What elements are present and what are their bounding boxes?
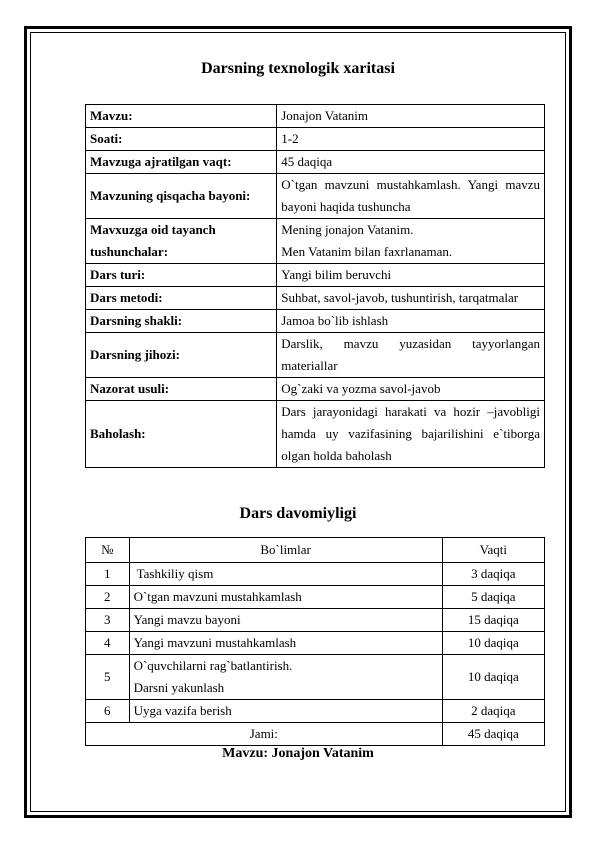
info-value xyxy=(277,151,545,174)
info-value xyxy=(277,264,545,287)
info-value xyxy=(277,401,545,468)
row-number: 1 xyxy=(86,563,130,586)
row-number: 2 xyxy=(86,586,130,609)
info-value-line: Jamoa bo`lib ishlash xyxy=(281,313,389,328)
row-section-line: Yangi mavzuni mustahkamlash xyxy=(133,635,297,650)
schedule-row xyxy=(86,563,545,586)
row-time: 10 daqiqa xyxy=(442,632,544,655)
info-value xyxy=(277,310,545,333)
row-section xyxy=(129,586,442,609)
info-value xyxy=(277,333,545,378)
info-value-line: Suhbat, savol-javob, tushuntirish, tarqatmalar xyxy=(281,290,519,305)
info-value-line: Men Vatanim bilan faxrlanaman. xyxy=(281,244,453,259)
row-section-line: Uyga vazifa berish xyxy=(133,703,232,718)
info-key: Mavzuning qisqacha bayoni: xyxy=(86,174,277,219)
schedule-row xyxy=(86,632,545,655)
schedule-table xyxy=(85,537,545,746)
row-number: 5 xyxy=(86,655,130,700)
info-row xyxy=(86,378,545,401)
info-value-line: Yangi bilim beruvchi xyxy=(281,267,392,282)
info-key: Mavzuga ajratilgan vaqt: xyxy=(86,151,277,174)
info-row xyxy=(86,219,545,264)
schedule-header-row xyxy=(86,538,545,563)
row-section-line: Darsni yakunlash xyxy=(133,680,225,695)
schedule-row xyxy=(86,700,545,723)
info-value xyxy=(277,287,545,310)
row-number: 6 xyxy=(86,700,130,723)
info-value xyxy=(277,219,545,264)
row-time: 3 daqiqa xyxy=(442,563,544,586)
row-section-line: O`quvchilarni rag`batlantirish. xyxy=(133,658,293,673)
info-key: Dars metodi: xyxy=(86,287,277,310)
info-row xyxy=(86,264,545,287)
info-row xyxy=(86,105,545,128)
total-value: 45 daqiqa xyxy=(442,723,544,746)
schedule-row xyxy=(86,609,545,632)
schedule-row xyxy=(86,586,545,609)
info-value-line: Darslik, mavzu yuzasidan tayyorlangan materiallar xyxy=(281,336,540,373)
info-value xyxy=(277,105,545,128)
row-time: 10 daqiqa xyxy=(442,655,544,700)
info-value-line: Dars jarayonidagi harakati va hozir –javobligi hamda uy vazifasining bajarilishini e`tiborga olgan holda baholash xyxy=(281,404,540,463)
info-key: Nazorat usuli: xyxy=(86,378,277,401)
header-num: № xyxy=(86,538,130,563)
row-time: 15 daqiqa xyxy=(442,609,544,632)
info-row xyxy=(86,151,545,174)
row-section xyxy=(129,609,442,632)
info-value xyxy=(277,174,545,219)
total-row xyxy=(86,723,545,746)
row-time: 2 daqiqa xyxy=(442,700,544,723)
info-value-line: Jonajon Vatanim xyxy=(281,108,369,123)
row-section-line: Tashkiliy qism xyxy=(133,566,214,581)
lesson-info-table xyxy=(85,104,545,468)
footer-topic: Mavzu: Jonajon Vatanim xyxy=(222,746,374,761)
info-row xyxy=(86,174,545,219)
info-key: Soati: xyxy=(86,128,277,151)
document-title: Darsning texnologik xaritasi xyxy=(201,60,395,77)
header-section: Bo`limlar xyxy=(129,538,442,563)
info-value-line: O`tgan mavzuni mustahkamlash. Yangi mavzu bayoni haqida tushuncha xyxy=(281,177,540,214)
row-number: 4 xyxy=(86,632,130,655)
row-section xyxy=(129,563,442,586)
info-row xyxy=(86,401,545,468)
row-section-line: Yangi mavzu bayoni xyxy=(133,612,241,627)
info-value-line: 1-2 xyxy=(281,131,299,146)
info-row xyxy=(86,128,545,151)
row-section xyxy=(129,655,442,700)
info-key: Dars turi: xyxy=(86,264,277,287)
row-time: 5 daqiqa xyxy=(442,586,544,609)
info-key: Mavxuzga oid tayanch tushunchalar: xyxy=(86,219,277,264)
schedule-row xyxy=(86,655,545,700)
row-section-line: O`tgan mavzuni mustahkamlash xyxy=(133,589,302,604)
info-key: Darsning shakli: xyxy=(86,310,277,333)
info-key: Darsning jihozi: xyxy=(86,333,277,378)
row-section xyxy=(129,700,442,723)
info-row xyxy=(86,310,545,333)
info-row xyxy=(86,287,545,310)
row-number: 3 xyxy=(86,609,130,632)
info-row xyxy=(86,333,545,378)
info-key: Mavzu: xyxy=(86,105,277,128)
info-value xyxy=(277,128,545,151)
info-key: Baholash: xyxy=(86,401,277,468)
info-value xyxy=(277,378,545,401)
section-title: Dars davomiyligi xyxy=(239,505,357,522)
row-section xyxy=(129,632,442,655)
info-value-line: Mening jonajon Vatanim. xyxy=(281,222,414,237)
info-value-line: Og`zaki va yozma savol-javob xyxy=(281,381,441,396)
total-label: Jami: xyxy=(86,723,443,746)
header-time: Vaqti xyxy=(442,538,544,563)
info-value-line: 45 daqiqa xyxy=(281,154,333,169)
